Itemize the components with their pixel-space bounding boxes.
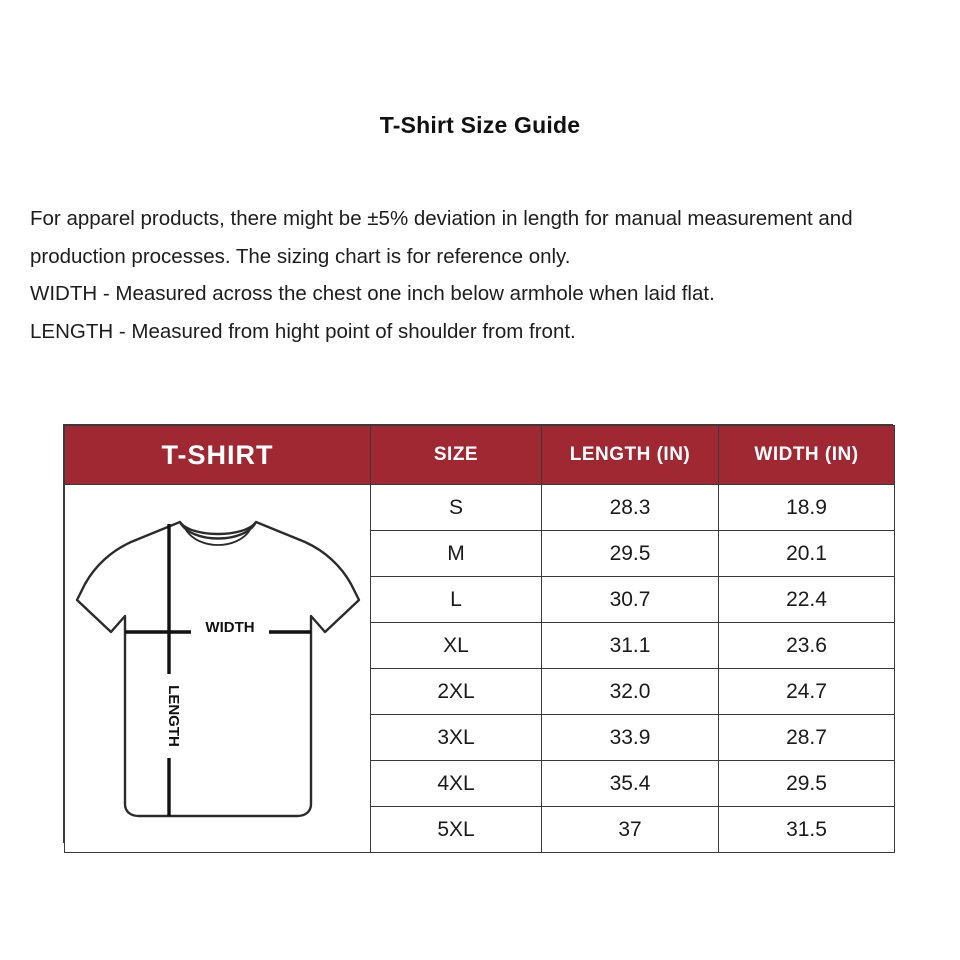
cell-size: 3XL bbox=[371, 715, 542, 761]
cell-width: 28.7 bbox=[719, 715, 895, 761]
cell-width: 18.9 bbox=[719, 485, 895, 531]
table-header-row bbox=[65, 426, 895, 485]
cell-width: 20.1 bbox=[719, 531, 895, 577]
cell-length: 33.9 bbox=[542, 715, 719, 761]
page-title: T-Shirt Size Guide bbox=[379, 112, 581, 138]
cell-length: 29.5 bbox=[542, 531, 719, 577]
header-brand: T-SHIRT bbox=[65, 426, 371, 485]
cell-width: 29.5 bbox=[719, 761, 895, 807]
intro-paragraph-1: For apparel products, there might be ±5% deviation in length for manual measurement and production processes. The sizing chart is for reference only. bbox=[30, 207, 853, 268]
cell-size: 2XL bbox=[371, 669, 542, 715]
length-label: LENGTH bbox=[164, 684, 182, 747]
cell-size: XL bbox=[371, 623, 542, 669]
cell-length: 30.7 bbox=[542, 577, 719, 623]
cell-length: 31.1 bbox=[542, 623, 719, 669]
size-table bbox=[64, 425, 895, 853]
cell-length: 37 bbox=[542, 807, 719, 853]
cell-width: 31.5 bbox=[719, 807, 895, 853]
intro-text bbox=[30, 200, 930, 350]
cell-size: 4XL bbox=[371, 761, 542, 807]
cell-size: L bbox=[371, 577, 542, 623]
intro-paragraph-2: WIDTH - Measured across the chest one inch below armhole when laid flat. bbox=[30, 282, 715, 305]
cell-length: 32.0 bbox=[542, 669, 719, 715]
cell-width: 24.7 bbox=[719, 669, 895, 715]
cell-size: M bbox=[371, 531, 542, 577]
header-length: LENGTH (IN) bbox=[542, 426, 719, 485]
cell-length: 28.3 bbox=[542, 485, 719, 531]
tshirt-illustration-cell bbox=[65, 485, 371, 853]
cell-size: 5XL bbox=[371, 807, 542, 853]
intro-paragraph-3: LENGTH - Measured from hight point of shoulder from front. bbox=[30, 319, 576, 343]
cell-length: 35.4 bbox=[542, 761, 719, 807]
header-width: WIDTH (IN) bbox=[719, 426, 895, 485]
size-table-container bbox=[63, 424, 893, 843]
header-size: SIZE bbox=[371, 426, 542, 485]
width-label: WIDTH bbox=[204, 618, 255, 636]
cell-width: 23.6 bbox=[719, 623, 895, 669]
tshirt-illustration bbox=[65, 485, 370, 852]
tshirt-icon bbox=[73, 504, 363, 834]
cell-size: S bbox=[371, 485, 542, 531]
table-row bbox=[65, 485, 895, 531]
size-table-head bbox=[65, 426, 895, 485]
size-table-body bbox=[65, 485, 895, 853]
cell-width: 22.4 bbox=[719, 577, 895, 623]
